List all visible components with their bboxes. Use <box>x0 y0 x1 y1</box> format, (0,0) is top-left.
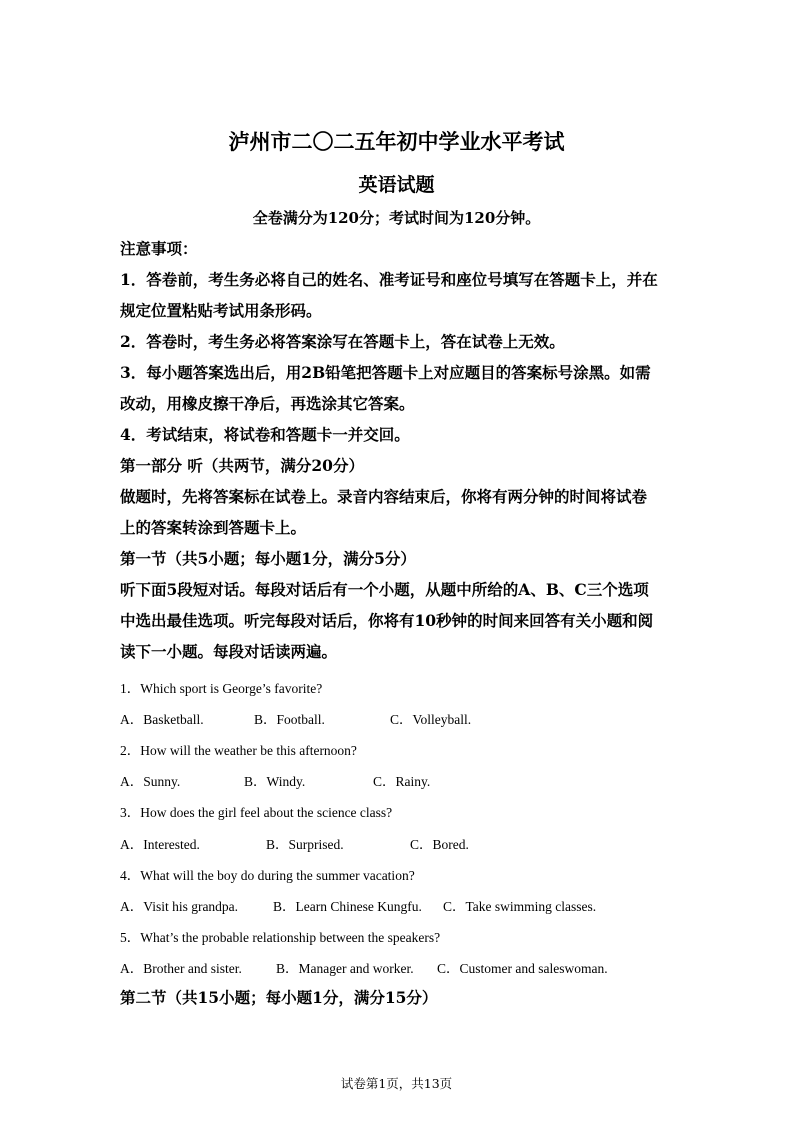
section2-heading: 第二节（共15小题；每小题1分，满分15分） <box>120 988 438 1007</box>
question-option: C．Volleyball. <box>390 712 472 727</box>
section1-instruction: 听下面5段短对话。每段对话后有一个小题，从题中所给的A、B、C三个选项 <box>120 580 649 599</box>
part1-instruction: 上的答案转涂到答题卡上。 <box>120 518 307 537</box>
question-option: C．Bored. <box>410 837 469 852</box>
notice-line: 改动，用橡皮擦干净后，再选涂其它答案。 <box>120 394 415 413</box>
question-option: A．Brother and sister. <box>120 961 242 976</box>
subject-title: 英语试题 <box>358 174 435 196</box>
question-stem: 3．How does the girl feel about the science class? <box>120 805 393 820</box>
section1-instruction: 读下一小题。每段对话读两遍。 <box>120 642 338 661</box>
question-option: B．Windy. <box>244 774 306 789</box>
question-option: B．Surprised. <box>266 837 344 852</box>
notice-line: 4．考试结束，将试卷和答题卡一并交回。 <box>120 425 410 444</box>
notice-line: 1．答卷前，考生务必将自己的姓名、准考证号和座位号填写在答题卡上，并在 <box>120 270 658 289</box>
question-option: B．Football. <box>254 712 325 727</box>
score-info: 全卷满分为120分；考试时间为120分钟。 <box>252 209 541 227</box>
question-stem: 1．Which sport is George’s favorite? <box>120 681 323 696</box>
question-option: C．Take swimming classes. <box>443 899 597 914</box>
question-option: A．Sunny. <box>120 774 181 789</box>
page-footer: 试卷第1页，共13页 <box>340 1076 453 1091</box>
section1-heading: 第一节（共5小题；每小题1分，满分5分） <box>120 549 416 568</box>
part1-heading: 第一部分 听（共两节，满分20分） <box>120 456 364 475</box>
question-option: B．Learn Chinese Kungfu. <box>273 899 422 914</box>
part1-instruction: 做题时，先将答案标在试卷上。录音内容结束后，你将有两分钟的时间将试卷 <box>120 487 648 506</box>
question-option: C．Customer and saleswoman. <box>437 961 608 976</box>
question-option: A．Interested. <box>120 837 200 852</box>
exam-title: 泸州市二〇二五年初中学业水平考试 <box>228 129 565 154</box>
notice-line: 3．每小题答案选出后，用2B铅笔把答题卡上对应题目的答案标号涂黑。如需 <box>120 363 651 382</box>
notice-line: 规定位置粘贴考试用条形码。 <box>120 301 322 320</box>
question-option: C．Rainy. <box>373 774 431 789</box>
section1-instruction: 中选出最佳选项。听完每段对话后，你将有10秒钟的时间来回答有关小题和阅 <box>120 611 654 630</box>
question-stem: 5．What’s the probable relationship between the speakers? <box>120 930 441 945</box>
notice-line: 2．答卷时，考生务必将答案涂写在答题卡上，答在试卷上无效。 <box>120 332 565 351</box>
question-stem: 4．What will the boy do during the summer vacation? <box>120 868 415 883</box>
notice-heading: 注意事项： <box>120 239 198 258</box>
question-option: A．Basketball. <box>120 712 204 727</box>
question-option: A．Visit his grandpa. <box>120 899 239 914</box>
question-option: B．Manager and worker. <box>276 961 414 976</box>
question-stem: 2．How will the weather be this afternoon? <box>120 743 357 758</box>
